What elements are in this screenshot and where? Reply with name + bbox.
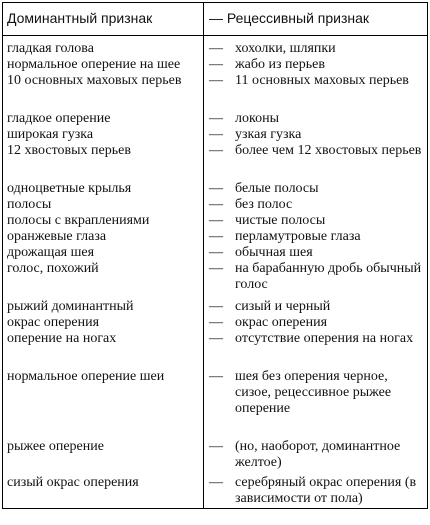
recessive-cell: чистые полосы [235, 213, 326, 228]
table-row [3, 181, 427, 197]
table-row [3, 331, 427, 369]
dominant-cell: окрас оперения [7, 315, 100, 330]
table-row [3, 41, 427, 57]
recessive-cell: перламутровые глаза [235, 229, 361, 244]
dominant-cell: одноцветные крылья [7, 181, 132, 196]
table-row [3, 439, 427, 475]
recessive-cell: жабо из перьев [235, 57, 325, 72]
dash: — [209, 181, 223, 196]
dash: — [209, 73, 223, 88]
recessive-cell: серебряный окрас оперения (в зависимости от пола) [235, 475, 417, 506]
dominant-cell: оранжевые глаза [7, 229, 107, 244]
dash: — [209, 57, 223, 72]
table-row [3, 213, 427, 229]
dash: — [209, 229, 223, 244]
dash: — [209, 143, 223, 158]
dominant-cell: гладкая голова [7, 41, 94, 56]
dominant-cell: нормальное оперение шеи [7, 369, 165, 384]
dash: — [209, 369, 223, 384]
dominant-cell: 10 основных маховых перьев [7, 73, 182, 88]
recessive-cell: окрас оперения [235, 315, 328, 330]
dominant-cell: сизый окрас оперения [7, 475, 139, 490]
dash: — [209, 331, 223, 346]
dominant-cell: полосы [7, 197, 52, 212]
dominant-cell: нормальное оперение на шее [7, 57, 181, 72]
dash: — [209, 41, 223, 56]
table-body [3, 41, 427, 525]
dash: — [209, 299, 223, 314]
dash: — [209, 245, 223, 260]
dominant-cell: гладкое оперение [7, 111, 111, 126]
header-dominant: Доминантный признак [7, 10, 153, 26]
recessive-cell: узкая гузка [235, 127, 302, 142]
recessive-cell: на барабанную дробь обычный голос [235, 261, 422, 292]
dominant-cell: полосы с вкраплениями [7, 213, 150, 228]
dash: — [209, 261, 223, 276]
traits-table [2, 2, 428, 509]
table-row [3, 73, 427, 111]
dominant-cell: рыжее оперение [7, 439, 104, 454]
table-row [3, 245, 427, 261]
table-row [3, 57, 427, 73]
recessive-cell: 11 основных маховых перьев [235, 73, 409, 88]
recessive-cell: хохолки, шляпки [235, 41, 336, 56]
table-row [3, 475, 427, 525]
dash: — [209, 213, 223, 228]
table-row [3, 315, 427, 331]
dominant-cell: голос, похожий [7, 261, 99, 276]
recessive-cell: обычная шея [235, 245, 313, 260]
recessive-cell: сизый и черный [235, 299, 331, 314]
dominant-cell: широкая гузка [7, 127, 94, 142]
table-row [3, 369, 427, 439]
recessive-cell: отсутствие оперения на ногах [235, 331, 414, 346]
recessive-cell: (но, наоборот, доминантное желтое) [235, 439, 401, 470]
table-row [3, 261, 427, 299]
dominant-cell: 12 хвостовых перьев [7, 143, 131, 158]
recessive-cell: более чем 12 хвостовых перьев [235, 143, 422, 158]
table-row [3, 127, 427, 143]
dash: — [209, 127, 223, 142]
dominant-cell: рыжий доминантный [7, 299, 134, 314]
recessive-cell: локоны [235, 111, 279, 126]
dominant-cell: дрожащая шея [7, 245, 95, 260]
table-row [3, 197, 427, 213]
table-row [3, 229, 427, 245]
recessive-cell: без полос [235, 197, 293, 212]
recessive-cell: белые полосы [235, 181, 319, 196]
table-header [3, 3, 427, 36]
table-row [3, 143, 427, 181]
header-recessive: — Рецессивный признак [209, 10, 370, 26]
dash: — [209, 439, 223, 454]
dominant-cell: оперение на ногах [7, 331, 117, 346]
dash: — [209, 111, 223, 126]
table-row [3, 299, 427, 315]
dash: — [209, 197, 223, 212]
table-row [3, 111, 427, 127]
recessive-cell: шея без оперения черное, сизое, рецессивное рыжее оперение [235, 369, 392, 416]
dash: — [209, 475, 223, 490]
dash: — [209, 315, 223, 330]
